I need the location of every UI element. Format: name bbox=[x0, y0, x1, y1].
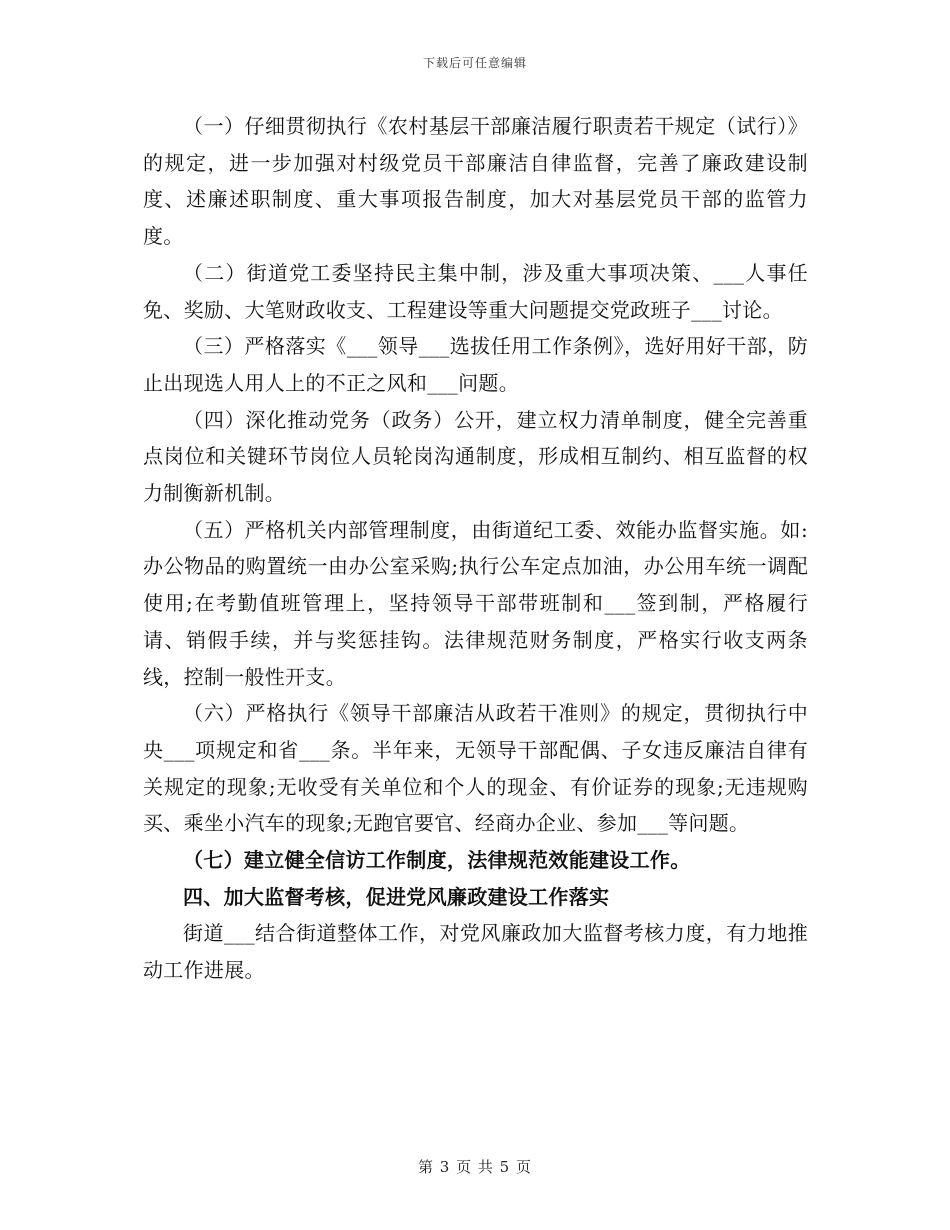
paragraph-item-4: （四）深化推动党务（政务）公开，建立权力清单制度，健全完善重点岗位和关键环节岗位人员轮岗沟通制度，形成相互制约、相互监督的权力制衡新机制。 bbox=[143, 407, 808, 506]
paragraph-section-4-body: 街道___结合街道整体工作，对党风廉政加大监督考核力度，有力地推动工作进展。 bbox=[143, 921, 808, 983]
page-number: 第 3 页 共 5 页 bbox=[418, 1158, 532, 1176]
paragraph-item-1: （一）仔细贯彻执行《农村基层干部廉洁履行职责若干规定（试行）》的规定，进一步加强对村级党员干部廉洁自律监督，完善了廉政建设制度、述廉述职制度、重大事项报告制度，加大对基层党员干部的监管力度。 bbox=[143, 114, 808, 249]
paragraph-item-2: （二）街道党工委坚持民主集中制，涉及重大事项决策、___人事任免、奖励、大笔财政收支、工程建设等重大问题提交党政班子___讨论。 bbox=[143, 260, 808, 322]
paragraph-item-7: （七）建立健全信访工作制度，法律规范效能建设工作。 bbox=[183, 848, 691, 873]
paragraph-item-5: （五）严格机关内部管理制度，由街道纪工委、效能办监督实施。如:办公物品的购置统一由办公室采购;执行公车定点加油，办公用车统一调配使用;在考勤值班管理上，坚持领导干部带班制和___签到制，严格履行请、销假手续，并与奖惩挂钩。法律规范财务制度，严格实行收支两条线，控制一般性开支。 bbox=[143, 517, 808, 689]
section-heading-4: 四、加大监督考核，促进党风廉政建设工作落实 bbox=[183, 884, 610, 909]
page-header: 下载后可任意编辑 bbox=[422, 56, 527, 70]
document-body bbox=[143, 108, 808, 989]
paragraph-item-3: （三）严格落实《___领导___选拔任用工作条例》，选好用好干部，防止出现选人用人上的不正之风和___问题。 bbox=[143, 334, 808, 395]
paragraph-item-6: （六）严格执行《领导干部廉洁从政若干准则》的规定，贯彻执行中央___项规定和省___条。半年来，无领导干部配偶、子女违反廉洁自律有关规定的现象;无收受有关单位和个人的现金、有价证券的现象;无违规购买、乘坐小汽车的现象;无跑官要官、经商办企业、参加___等问题。 bbox=[143, 701, 808, 836]
